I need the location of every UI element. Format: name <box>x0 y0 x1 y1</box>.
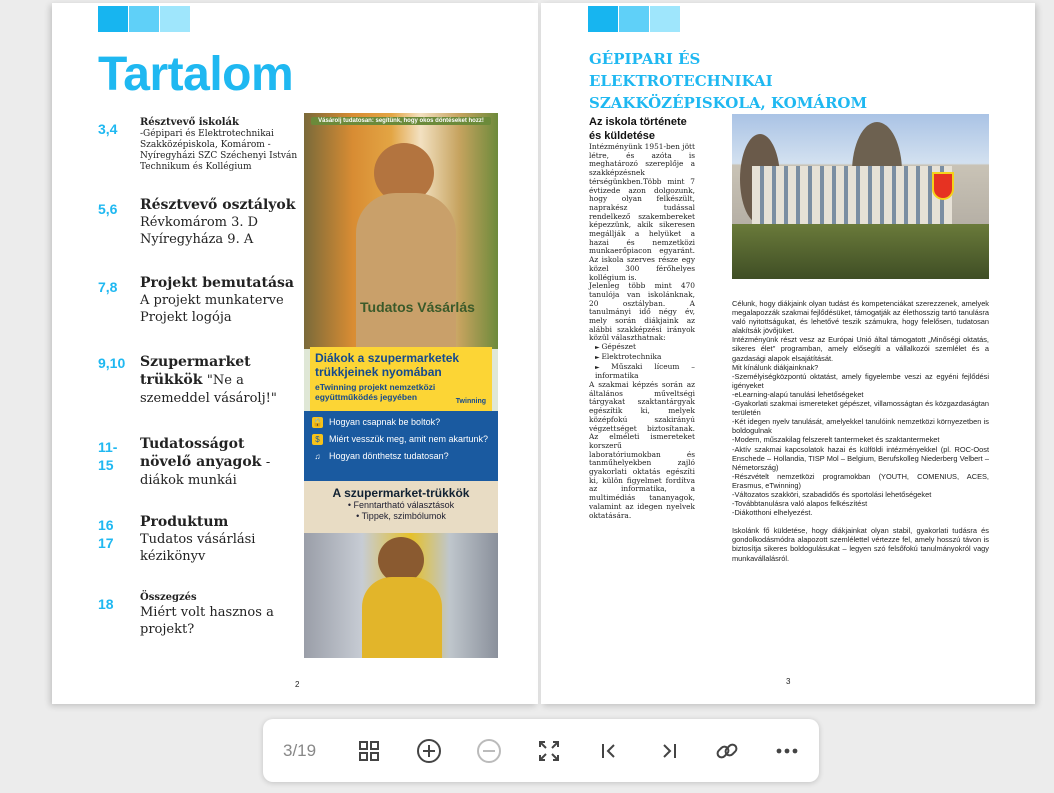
deco-square <box>588 6 618 32</box>
poster-image <box>304 113 498 658</box>
toc-subtext: -Gépipari és Elektrotechnikai Szakközépiskola, Komárom -Nyíregyházi SZC Széchenyi István Technikum és Kollégium <box>140 129 298 172</box>
poster-questions <box>304 411 498 481</box>
lock-icon: 🔒 <box>312 418 323 427</box>
mission-text <box>732 299 989 563</box>
crest-icon <box>932 172 954 200</box>
toc-subtext: "Ne a szemeddel vásárolj!" <box>140 373 277 406</box>
toc-heading: Összegzés <box>140 592 197 603</box>
toc-entry <box>140 275 300 326</box>
deco-square <box>619 6 649 32</box>
deco-square <box>650 6 680 32</box>
toc-entry <box>140 197 300 248</box>
first-page-button[interactable] <box>595 737 623 765</box>
poster-logo: Tudatos Vásárlás <box>360 299 475 315</box>
zoom-in-button[interactable] <box>415 737 443 765</box>
offer-item: -Változatos szakköri, szabadidős és sportolási lehetőségeket <box>732 489 932 499</box>
page-indicator[interactable]: 3/19 <box>283 741 317 760</box>
offer-item: -Két idegen nyelv tanulását, amelyekkel tanulóink nemzetközi környezetben is boldogulnak <box>732 417 989 436</box>
toc-number: 9,10 <box>98 355 126 371</box>
right-page <box>541 3 1035 704</box>
more-button[interactable] <box>773 737 801 765</box>
toc-subtext: Tudatos vásárlási kézikönyv <box>140 532 256 564</box>
history-heading: Az iskola története és küldetése <box>589 116 687 142</box>
poster-bullet: • Tippek, szimbólumok <box>356 511 446 521</box>
offer-item: -Modern, műszakilag felszerelt tantermeket és szaktantermeket <box>732 435 940 445</box>
poster-photo-shopper <box>304 113 498 349</box>
more-icon <box>776 748 798 754</box>
toc-entry <box>140 117 300 173</box>
last-page-icon <box>659 741 679 761</box>
poster-tricks-box <box>304 481 498 533</box>
offer-item: -Továbbtanulásra való alapos felkészítést <box>732 499 868 509</box>
photo-lawn <box>732 224 989 279</box>
direction-item: ► Elektrotechnika <box>595 353 695 363</box>
last-page-button[interactable] <box>655 737 683 765</box>
link-button[interactable] <box>713 737 741 765</box>
toc-subtext: Révkomárom 3. D Nyíregyháza 9. A <box>140 215 259 247</box>
poster-section-title: A szupermarket-trükkök <box>332 486 470 500</box>
twinning-logo: Twinning <box>455 398 486 405</box>
school-building-photo <box>732 114 989 279</box>
toc-number: 7,8 <box>98 279 118 295</box>
toc-heading: Résztvevő iskolák <box>140 117 239 128</box>
grid-icon <box>358 740 380 762</box>
toc-number: 11-15 <box>98 439 118 473</box>
offer-item: -eLearning-alapú tanulási lehetőségeket <box>732 389 864 399</box>
left-page <box>52 3 538 704</box>
offer-item: -Aktív szakmai kapcsolatok hazai és külföldi intézményekkel (pl. ROC-Oost Enschede – Hollandia, TISP Mol – Belgium, Berufskolleg Niederberg Velbert – Németország) <box>732 444 989 472</box>
zoom-out-button[interactable] <box>475 737 503 765</box>
offers-title: Mit kínálunk diákjainknak? <box>732 362 819 372</box>
toc-heading: Résztvevő osztályok <box>140 197 296 213</box>
toc-number: 3,4 <box>98 121 118 137</box>
history-column <box>589 115 695 520</box>
direction-item: ► Gépészet <box>595 343 695 353</box>
offer-item: -Személyiségközpontú oktatást, amely figyelembe veszi az egyéni fejlődési igényeket <box>732 371 989 390</box>
page-number: 2 <box>295 680 300 689</box>
toc-subtext: -diákok munkái <box>140 455 271 488</box>
toc-entry <box>140 353 300 407</box>
directions-list <box>589 343 695 381</box>
fullscreen-icon <box>537 739 561 763</box>
deco-square <box>98 6 128 32</box>
school-title: GÉPIPARI ÉS ELEKTROTECHNIKAI SZAKKÖZÉPISKOLA, KOMÁROM <box>589 50 868 112</box>
toc-subtext: A projekt munkaterve Projekt logója <box>140 293 284 325</box>
poster-top-banner: Vásárolj tudatosan: segítünk, hogy okos döntéseket hozz! <box>311 117 491 125</box>
toc-entry <box>140 514 300 565</box>
history-text-3: A szakmai képzés során az általános műveltségi tárgyakat szaktantárgyak egészítik ki, melyek középfokú szakirányú végzettséget biztosítanak. Az elméleti ismereteket korszerű laboratóriumokban és tanműhelyekben zajló gyakorlati oktatás egészíti ki, külön figyelmet fordítva az informatika, a multimédiás tananyagok, valamint az idegen nyelvek oktatására. <box>589 379 695 520</box>
toc-entry <box>140 592 300 638</box>
poster-headline: Diákok a szupermarketek trükkjeinek nyomában <box>315 351 460 379</box>
history-text: Intézményünk 1951-ben jött létre, és azóta is meghatározó szereplője a szakképzésnek térségünkben.Több mint 7 évtizede azon dolgozunk, hogy olyan felkészült, naprakész tudással rendelkező szakembereket képezzünk, akik sikeresen megállják a helyüket a hazai és nemzetközi munkaerőpiacon egyaránt. Az iskola szerves része egy közel 300 férőhelyes kollégium is. <box>589 142 695 282</box>
page-number: 3 <box>786 677 791 686</box>
offer-item: -Gyakorlati szakmai ismereteket gépészet, villamosságtan és közgazdaságtan területén <box>732 399 989 418</box>
toc-entry <box>140 435 300 489</box>
offer-item: -Részvételt nemzetközi programokban (YOUTH, COMENIUS, ACES, Erasmus, eTwinning) <box>732 471 989 490</box>
deco-square <box>129 6 159 32</box>
toc-number: 16 17 <box>98 517 114 551</box>
shopper-body <box>356 193 456 349</box>
mission-paragraph: Iskolánk fő küldetése, hogy diákjainkat olyan stabil, gyakorlati tudásra és gondolkodásmódra alapozott szemlélettel vértezze fel, amely hosszú távon is biztosítja sikeres boldogulásukat – legyen szó felsőfokú tanulmányokról vagy munkavállalásról. <box>732 526 989 563</box>
poster-question: $ Miért vesszük meg, amit nem akartunk? <box>312 434 490 445</box>
spacer <box>732 517 989 526</box>
goal-paragraph: Célunk, hogy diákjaink olyan tudást és kompetenciákat szerezzenek, amelyek megalapozzák szakmai fejlődésüket, támogatják az élethosszig tartó tanulásra való nyitottságukat, és lehetővé teszik számukra, hogy felelősen, tudatosan alakítsák jövőjüket. <box>732 299 989 336</box>
viewer-toolbar <box>263 719 819 782</box>
toc-heading: Produktum <box>140 514 229 530</box>
first-page-icon <box>599 741 619 761</box>
program-paragraph: Intézményünk részt vesz az Európai Unió által támogatott „Minőségi oktatás, sikeres élet" programban, amely elősegíti a vállalkozói szemlélet és a gazdasági alapok elsajátítását. <box>732 335 989 363</box>
poster-question: 🔒 Hogyan csapnak be boltok? <box>312 417 441 427</box>
page-title: Tartalom <box>98 48 294 101</box>
poster-subheadline: eTwinning projekt nemzetközi együttműködés jegyében <box>315 382 436 402</box>
direction-item: ► Műszaki líceum – informatika <box>595 363 695 381</box>
poster-headline-box <box>310 347 492 411</box>
toc-subtext: Miért volt hasznos a projekt? <box>140 605 274 637</box>
zoom-in-icon <box>416 738 442 764</box>
link-icon <box>714 738 740 764</box>
poster-bullet: • Fenntartható választások <box>347 500 455 510</box>
poster-question: ♫ Hogyan dönthetsz tudatosan? <box>312 451 490 462</box>
history-text-2: Jelenleg több mint 470 tanulója van iskolánknak, 20 osztályban. A tanulmányi idő négy év, mely során diákjaink az alábbi szakképzési irányok közül választhatnak: <box>589 281 695 343</box>
grid-view-button[interactable] <box>355 737 383 765</box>
toc-number: 5,6 <box>98 201 118 217</box>
toc-heading: Tudatosságot növelő anyagok <box>140 436 262 470</box>
poster-photo-supermarket <box>304 533 498 658</box>
zoom-out-icon <box>476 738 502 764</box>
toc-heading: Projekt bemutatása <box>140 275 294 291</box>
girl-body <box>362 577 442 658</box>
deco-square <box>160 6 190 32</box>
dollar-icon: $ <box>312 434 323 445</box>
offer-item: -Diákotthoni elhelyezést. <box>732 508 813 518</box>
toc-number: 18 <box>98 596 114 612</box>
toc-heading: Szupermarket trükkök <box>140 354 251 388</box>
fullscreen-button[interactable] <box>535 737 563 765</box>
music-icon: ♫ <box>314 452 321 461</box>
